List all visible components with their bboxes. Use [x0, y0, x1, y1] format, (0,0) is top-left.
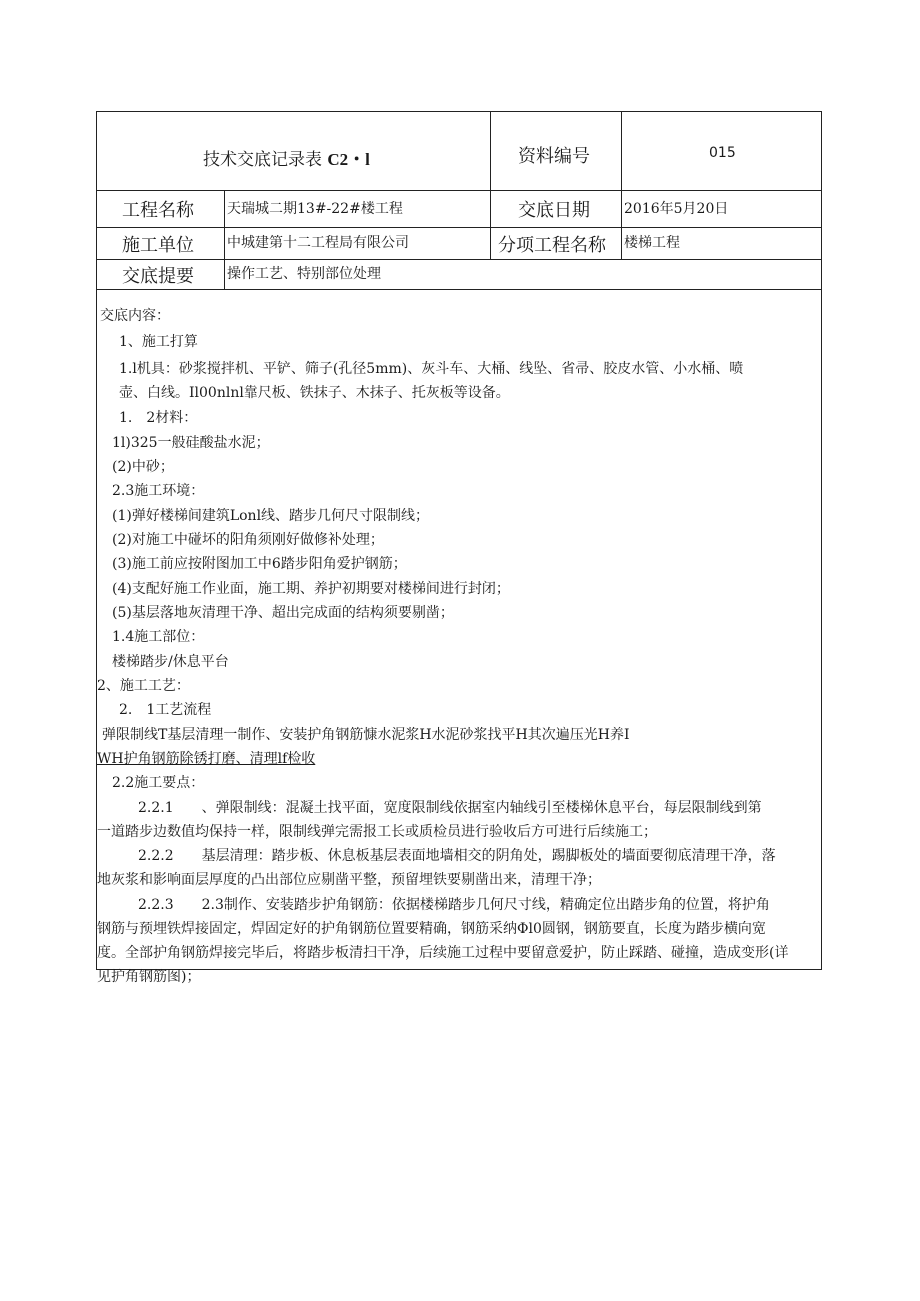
- content-line: 地灰浆和影响面层厚度的凸出部位应剔凿平整，预留埋铁要剔凿出来，清理干净；: [97, 872, 601, 888]
- content-line: 一道踏步边数值均保持一样，限制线弹完需报工长或质检员进行验收后方可进行后续施工；: [97, 824, 657, 840]
- content-line: (1)弹好楼梯间建筑Lonl线、踏步几何尺寸限制线；: [112, 508, 430, 524]
- content-line: 弹限制线T基层清理一制作、安装护角钢筋慷水泥浆H水泥砂浆找平H其次遍压光H养I: [102, 727, 630, 743]
- col-divider: [224, 190, 225, 289]
- project-name-value: 天瑞城二期13#-22#楼工程: [227, 201, 403, 217]
- content-line: 交底内容：: [100, 308, 170, 324]
- content-line: 2.2.2 基层清理：踏步板、休息板基层表面地墙相交的阴角处，踢脚板处的墙面要彻底清理干净，落: [138, 848, 776, 864]
- content-line: 1. 2材料：: [119, 410, 198, 426]
- content-line: 1、施工打算: [119, 334, 198, 350]
- unit-label: 施工单位: [122, 235, 194, 256]
- content-line: 1.4施工部位：: [112, 629, 205, 645]
- content-line: WH护角钢筋除锈打磨、清理lf检收: [97, 751, 316, 767]
- content-line: (3)施工前应按附图加工中6踏步阳角爱护钢筋；: [112, 556, 407, 572]
- project-name-label: 工程名称: [122, 200, 194, 221]
- content-line: 2.2.1 、弹限制线：混凝土找平面，宽度限制线依据室内轴线引至楼梯休息平台，每层限制线到第: [138, 800, 762, 816]
- form-title: 技术交底记录表 C2・l: [203, 150, 370, 170]
- content-line: 楼梯踏步/休息平台: [112, 654, 229, 670]
- col-divider: [490, 112, 491, 259]
- doc-no-value: 015: [709, 145, 736, 161]
- date-value: 2016年5月20日: [624, 201, 729, 217]
- summary-value: 操作工艺、特别部位处理: [227, 266, 381, 282]
- unit-value: 中城建第十二工程局有限公司: [227, 235, 409, 251]
- content-line: (4)支配好施工作业面，施工期、养护初期要对楼梯间进行封闭；: [112, 581, 510, 597]
- row-divider: [97, 259, 821, 260]
- content-line: 2、施工工艺：: [97, 678, 190, 694]
- content-line: 见护角钢筋图)；: [97, 969, 201, 985]
- content-line: 2. 1工艺流程: [119, 702, 212, 718]
- content-line: 度。全部护角钢筋焊接完毕后，将踏步板清扫干净，后续施工过程中要留意爱护，防止踩踏、碰撞，造成变形(详: [97, 945, 789, 961]
- summary-label: 交底提要: [122, 266, 194, 287]
- content-line: (5)基层落地灰清理干净、超出完成面的结构须要剔凿；: [112, 605, 454, 621]
- content-line: 1.l机具：砂浆搅拌机、平铲、筛子(孔径5mm)、灰斗车、大桶、线坠、省帚、胶皮水管、小水桶、喷: [119, 361, 744, 377]
- record-form: [96, 111, 822, 985]
- row-divider: [97, 227, 821, 228]
- content-line: 2.2施工要点：: [112, 775, 205, 791]
- sub-project-value: 楼梯工程: [624, 235, 680, 251]
- content-line: 2.2.3 2.3制作、安装踏步护角钢筋：依据楼梯踏步几何尺寸线，精确定位出踏步角的位置，将护角: [138, 897, 770, 913]
- col-divider: [621, 112, 622, 259]
- doc-no-label: 资料编号: [518, 146, 590, 167]
- sub-project-label: 分项工程名称: [498, 235, 606, 256]
- content-line: 2.3施工环境：: [112, 483, 205, 499]
- content-line: 壶、白线。Il00nlnl靠尺板、铁抹子、木抹子、托灰板等设备。: [119, 385, 510, 401]
- date-label: 交底日期: [518, 200, 590, 221]
- content-line: 钢筋与预埋铁焊接固定，焊固定好的护角钢筋位置要精确，钢筋采纳Φl0圆钢，钢筋要直，长度为踏步横向宽: [97, 921, 766, 937]
- row-divider: [97, 190, 821, 191]
- content-line: 1l)325一般硅酸盐水泥；: [112, 435, 270, 451]
- content-line: (2)对施工中碰坏的阳角须刚好做修补处理；: [112, 532, 384, 548]
- row-divider: [97, 289, 821, 290]
- content-line: (2)中砂；: [112, 459, 174, 475]
